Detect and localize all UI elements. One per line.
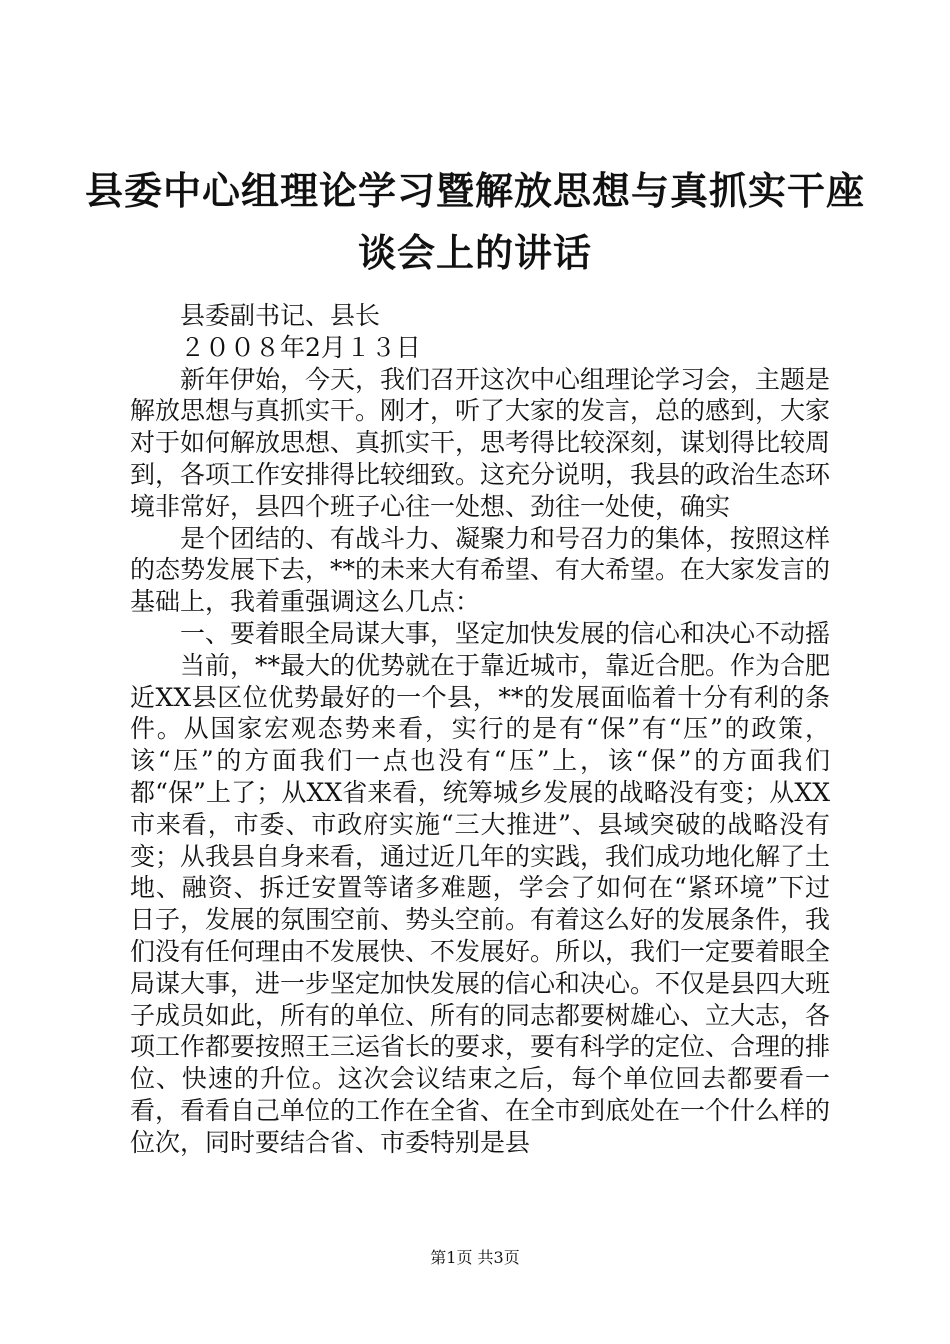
paragraph: 是个团结的、有战斗力、凝聚力和号召力的集体，按照这样的态势发展下去，**的未来大有希望、有大希望。在大家发言的基础上，我着重强调这么几点： [130, 523, 831, 617]
paragraph: 当前，**最大的优势就在于靠近城市，靠近合肥。作为合肥近XX县区位优势最好的一个县，**的发展面临着十分有利的条件。从国家宏观态势来看，实行的是有“保”有“压”的政策，该“压”的方面我们一点也没有“压”上，该“保”的方面我们都“保”上了；从XX省来看，统筹城乡发展的战略没有变；从XX市来看，市委、市政府实施“三大推进”、县域突破的战略没有变；从我县自身来看，通过近几年的实践，我们成功地化解了土地、融资、拆迁安置等诸多难题，学会了如何在“紧环境”下过日子，发展的氛围空前、势头空前。有着这么好的发展条件，我们没有任何理由不发展快、不发展好。所以，我们一定要着眼全局谋大事，进一步坚定加快发展的信心和决心。不仅是县四大班子成员如此，所有的单位、所有的同志都要树雄心、立大志，各项工作都要按照王三运省长的要求，要有科学的定位、合理的排位、快速的升位。这次会议结束之后，每个单位回去都要看一看，看看自己单位的工作在全省、在全市到底处在一个什么样的位次，同时要结合省、市委特别是县 [130, 650, 831, 1157]
paragraph: 新年伊始，今天，我们召开这次中心组理论学习会，主题是解放思想与真抓实干。刚才，听了大家的发言，总的感到，大家对于如何解放思想、真抓实干，思考得比较深刻，谋划得比较周到，各项工作安排得比较细致。这充分说明，我县的政治生态环境非常好，县四个班子心往一处想、劲往一处使，确实 [130, 364, 831, 521]
date-line: ２００８年2月１３日 [180, 332, 421, 362]
document-title-line-2: 谈会上的讲话 [357, 230, 592, 275]
page-footer: 第1页 共3页 [430, 1248, 520, 1267]
document-body [130, 300, 830, 1159]
section-heading: 一、要着眼全局谋大事，坚定加快发展的信心和决心不动摇 [180, 618, 831, 648]
author-line: 县委副书记、县长 [180, 301, 381, 330]
document-title-line-1: 县委中心组理论学习暨解放思想与真抓实干座 [84, 168, 865, 213]
